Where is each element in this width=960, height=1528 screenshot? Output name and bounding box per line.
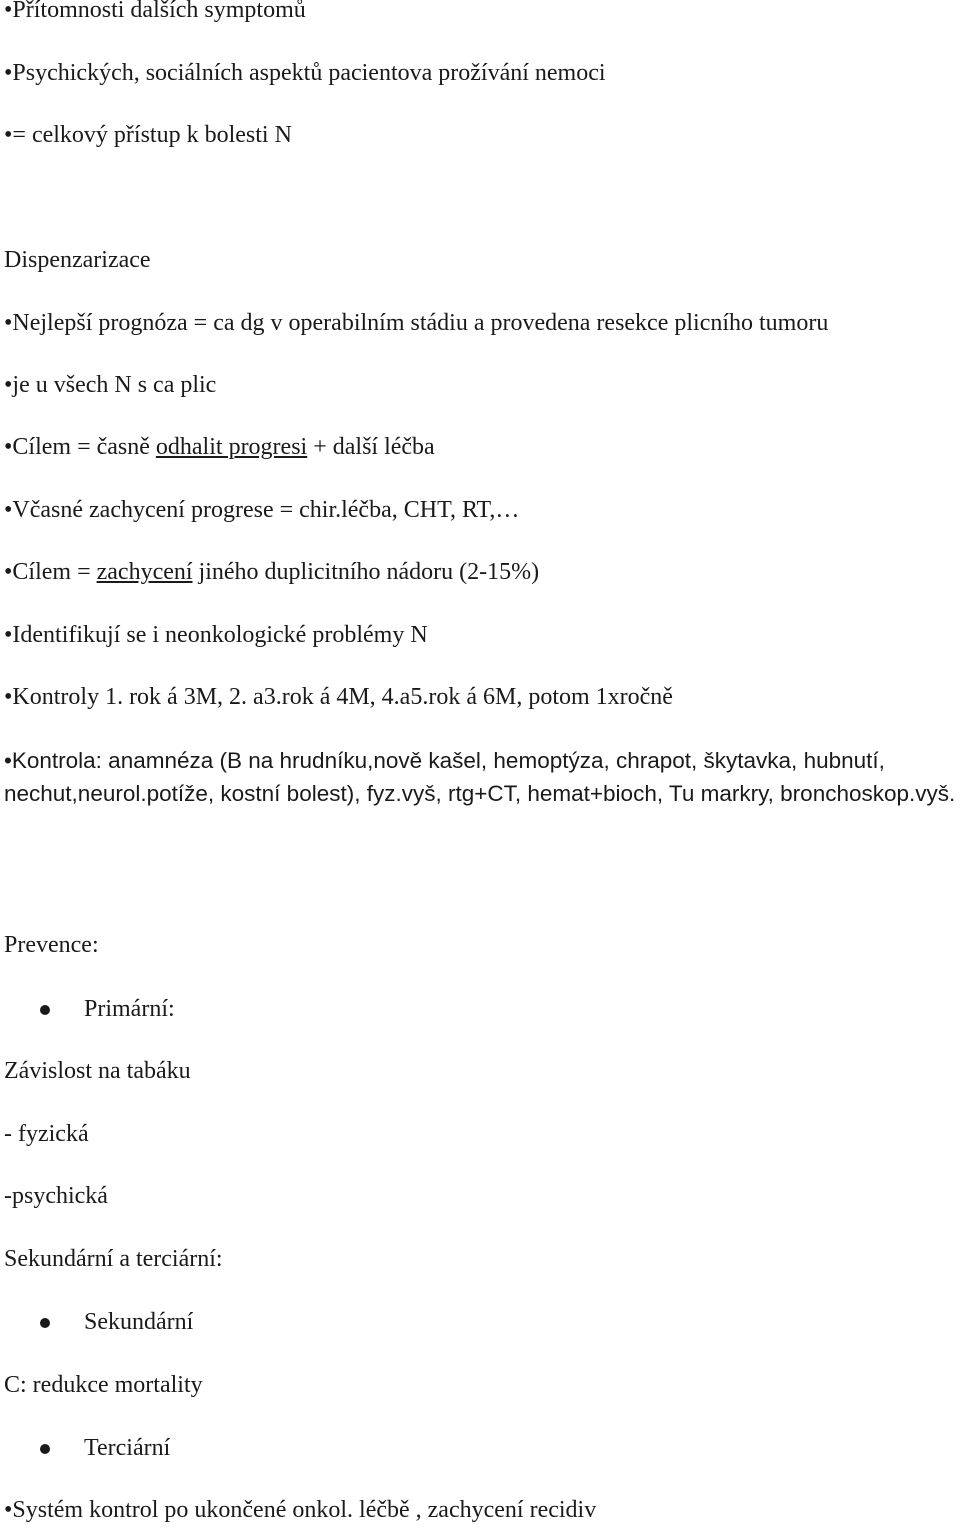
text-segment: •Cílem = [4,559,97,585]
bullet-icon [40,1005,50,1015]
text-paragraph-kontrola: •Kontrola: anamnéza (B na hrudníku,nově kašel, hemoptýza, chrapot, škytavka, hubnutí, nechut,neurol.potíže, kostní bolest), fyz.vyš, rtg+CT, hemat+bioch, Tu markry, bronchoskop.vyš. [4,748,956,806]
bullet-icon [40,1318,50,1328]
text-line: C: redukce mortality [4,1372,203,1398]
text-line: Sekundární a terciární: [4,1246,223,1272]
text-line: •Systém kontrol po ukončené onkol. léčbě , zachycení recidiv [4,1497,597,1523]
section-heading-prevence: Prevence: [4,932,99,958]
text-segment: jiného duplicitního nádoru (2-15%) [192,559,540,585]
text-line: Sekundární [84,1309,194,1335]
text-line: Závislost na tabáku [4,1058,191,1084]
text-line: •Kontroly 1. rok á 3M, 2. a3.rok á 4M, 4.a5.rok á 6M, potom 1xročně [4,684,673,710]
underlined-text: zachycení [96,559,193,585]
text-line: Primární: [84,996,175,1022]
text-line: •Psychických, sociálních aspektů pacientova prožívání nemoci [4,60,606,86]
bullet-icon [40,1444,50,1454]
text-segment: •Cílem = časně [4,434,156,460]
text-line: •Identifikují se i neonkologické problémy N [4,622,428,648]
text-line: Terciární [84,1435,171,1461]
text-line: -psychická [4,1183,108,1209]
text-line: •je u všech N s ca plic [4,372,217,398]
text-line: •Nejlepší prognóza = ca dg v operabilním stádiu a provedena resekce plicního tumoru [4,310,829,336]
text-line: - fyzická [4,1121,89,1147]
text-segment: + další léčba [307,434,435,460]
text-line: •Včasné zachycení progrese = chir.léčba, CHT, RT,… [4,497,520,523]
text-line: •= celkový přístup k bolesti N [4,122,292,148]
section-heading-dispenzarizace: Dispenzarizace [4,247,151,273]
underlined-text: odhalit progresi [155,434,308,460]
text-line [4,556,956,589]
text-line [4,431,956,464]
text-line: •Přítomnosti dalších symptomů [4,0,306,23]
